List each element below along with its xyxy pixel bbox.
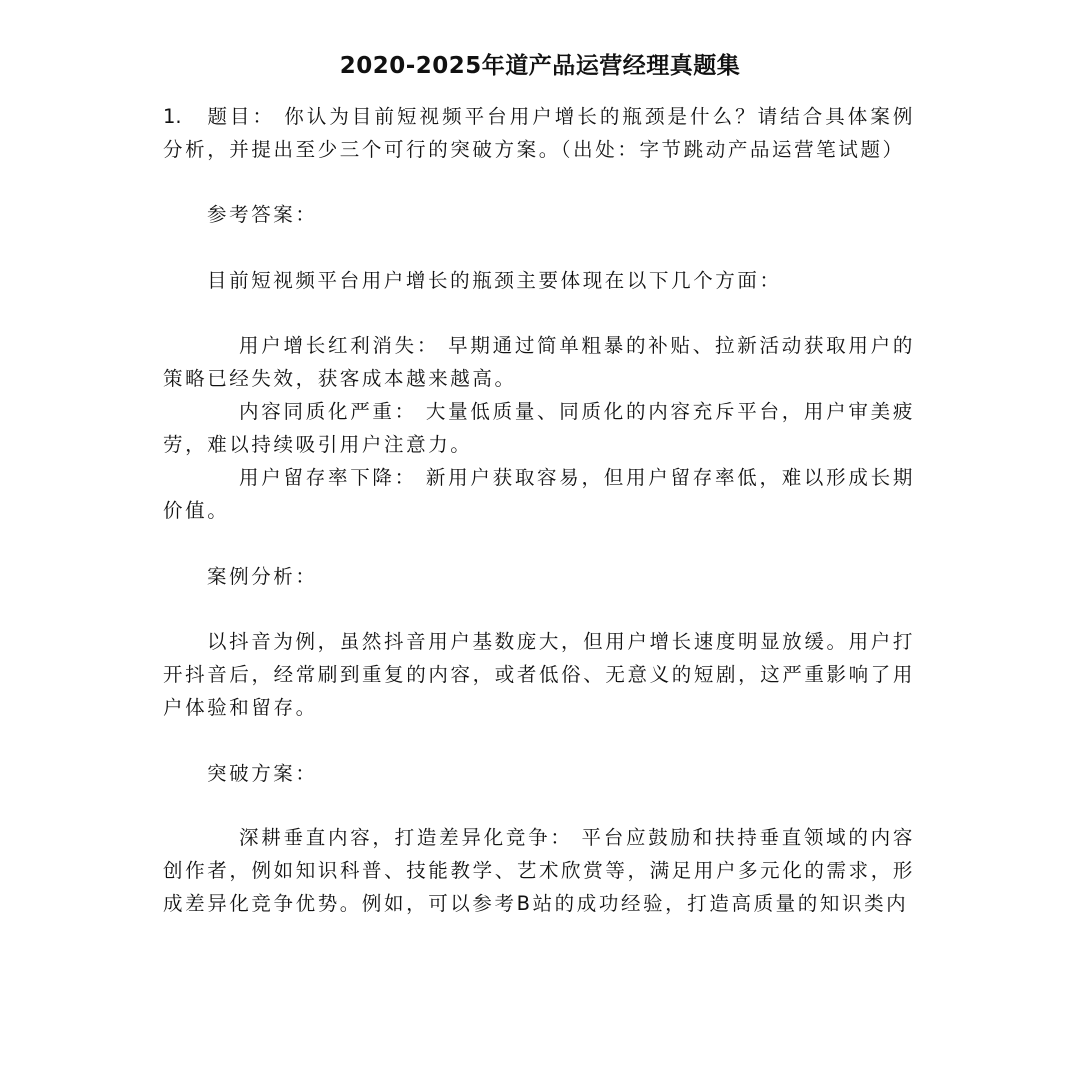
document-title: 2020-2025年道产品运营经理真题集 xyxy=(339,53,741,79)
solution-paragraph: 深耕垂直内容，打造差异化竞争： 平台应鼓励和扶持垂直领域的内容创作者，例如知识科普、技能教学、艺术欣赏等，满足用户多元化的需求，形成差异化竞争优势。例如，可以参考B站的成功经验，打造高质量的知识类内 xyxy=(163,826,915,915)
question-number: 1. xyxy=(163,105,182,128)
bottleneck-item-2: 内容同质化严重： 大量低质量、同质化的内容充斥平台，用户审美疲劳，难以持续吸引用户注意力。 xyxy=(163,400,915,456)
solution-heading: 突破方案： xyxy=(207,762,318,785)
bottleneck-item-3: 用户留存率下降： 新用户获取容易，但用户留存率低，难以形成长期价值。 xyxy=(163,466,915,522)
question-text: 题目： 你认为目前短视频平台用户增长的瓶颈是什么？请结合具体案例分析，并提出至少三个可行的突破方案。（出处：字节跳动产品运营笔试题） xyxy=(163,105,915,161)
case-analysis-paragraph: 以抖音为例，虽然抖音用户基数庞大，但用户增长速度明显放缓。用户打开抖音后，经常刷到重复的内容，或者低俗、无意义的短剧，这严重影响了用户体验和留存。 xyxy=(163,630,915,719)
question-paragraph xyxy=(163,100,915,166)
case-analysis-heading: 案例分析： xyxy=(207,565,318,588)
bottleneck-item-1: 用户增长红利消失： 早期通过简单粗暴的补贴、拉新活动获取用户的策略已经失效，获客成本越来越高。 xyxy=(163,334,915,390)
intro-paragraph: 目前短视频平台用户增长的瓶颈主要体现在以下几个方面： xyxy=(207,269,782,292)
reference-answer-heading: 参考答案： xyxy=(207,203,318,226)
